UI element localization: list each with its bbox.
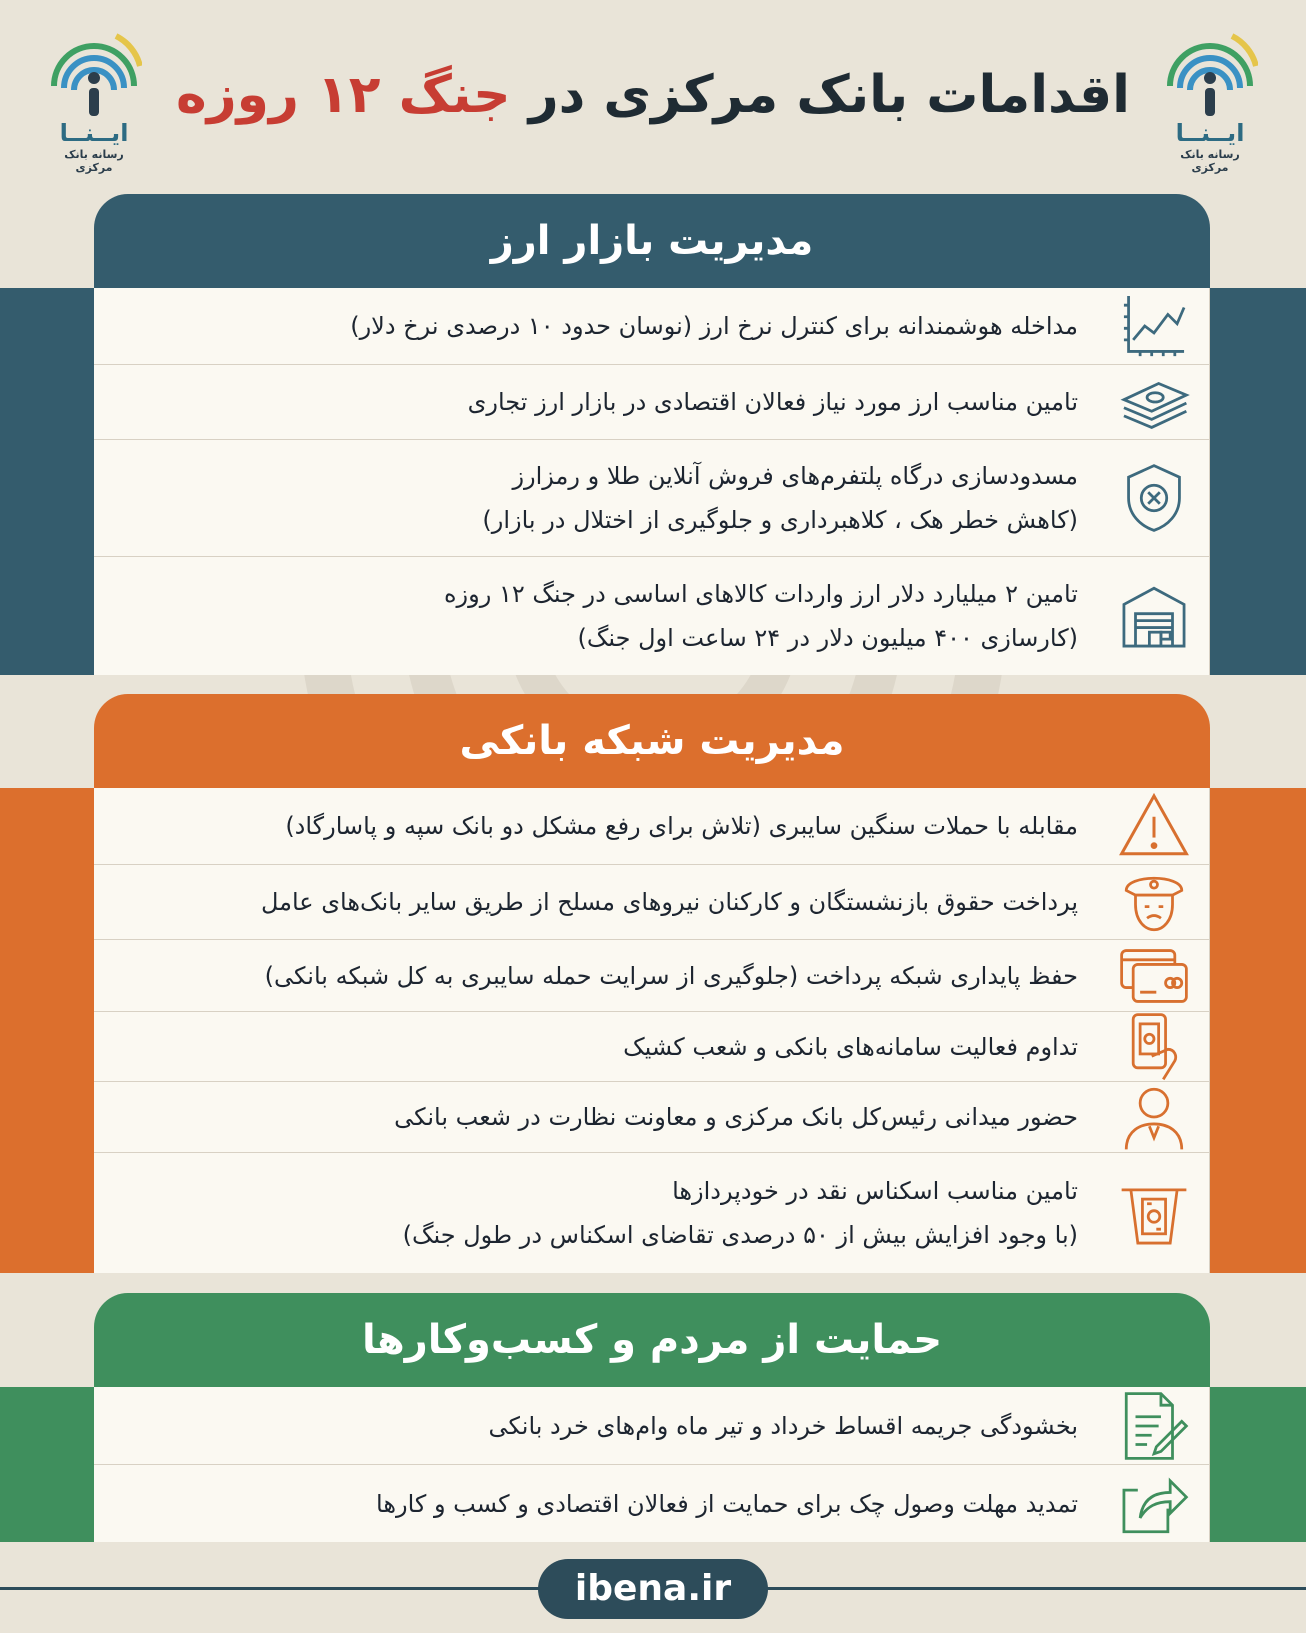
list-item [94,557,1210,675]
item-text: تامین مناسب اسکناس نقد در خودپردازها [672,1177,1078,1205]
atm-cash-icon [1117,1176,1191,1250]
title-highlight: جنگ ۱۲ روزه [176,65,511,125]
item-text: تامین ۲ میلیارد دلار ارز واردات کالاهای اساسی در جنگ ۱۲ روزه [443,580,1078,608]
item-text: بخشودگی جریمه اقساط خرداد و تیر ماه وام‌های خرد بانکی [488,1411,1078,1440]
item-text: حفظ پایداری شبکه پرداخت (جلوگیری از سرایت حمله سایبری به کل شبکه بانکی) [264,961,1078,990]
share-arrow-icon [1117,1467,1191,1541]
warning-icon [1117,789,1191,863]
shield-x-icon [1117,461,1191,535]
wifi-info-icon [46,26,142,122]
wifi-info-icon [1162,26,1258,122]
logo-wordmark: ایــنــا [1175,119,1245,147]
section-title: حمایت از مردم و کسب‌وکارها [361,1317,943,1363]
section-title: مدیریت شبکه بانکی [459,718,845,764]
warehouse-icon [1117,579,1191,653]
item-text: تداوم فعالیت سامانه‌های بانکی و شعب کشیک [623,1032,1078,1061]
item-text-note: (کارسازی ۴۰۰ میلیون دلار در ۲۴ ساعت اول جنگ) [577,624,1078,652]
list-item [94,865,1210,940]
list-item [94,365,1210,440]
logo-subtitle: رسانه بانک مرکزی [1180,148,1240,174]
list-item [94,1387,1210,1465]
ibena-logo-right [1160,26,1260,174]
footer-website-link[interactable]: ibena.ir [538,1559,768,1619]
list-item [94,1082,1210,1153]
chart-line-icon [1117,289,1191,363]
section-panel-banking [94,788,1210,1273]
section-title: مدیریت بازار ارز [490,218,814,264]
list-item [94,1012,1210,1082]
item-text-note: (کاهش خطر هک ، کلاهبرداری و جلوگیری از اختلال در بازار) [482,506,1078,534]
mobile-payment-icon [1117,1010,1191,1084]
ibena-logo-left [44,26,144,174]
page-title [150,60,1156,130]
list-item [94,940,1210,1012]
section-panel-currency [94,288,1210,675]
item-text: تامین مناسب ارز مورد نیاز فعالان اقتصادی در بازار ارز تجاری [467,388,1078,416]
list-item [94,288,1210,365]
item-text: تمدید مهلت وصول چک برای حمایت از فعالان اقتصادی و کسب و کارها [376,1489,1078,1518]
list-item [94,788,1210,865]
title-main: اقدامات بانک مرکزی در [528,65,1130,125]
item-text: مقابله با حملات سنگین سایبری (تلاش برای رفع مشکل دو بانک سپه و پاسارگاد) [285,812,1078,840]
section-header-currency [94,194,1210,288]
item-text: پرداخت حقوق بازنشستگان و کارکنان نیروهای مسلح از طریق سایر بانک‌های عامل [260,888,1078,916]
list-item [94,440,1210,557]
section-header-support [94,1293,1210,1387]
item-text-note: (با وجود افزایش بیش از ۵۰ درصدی تقاضای اسکناس در طول جنگ) [402,1221,1078,1249]
item-text: مسدودسازی درگاه پلتفرم‌های فروش آنلاین طلا و رمزارز [512,462,1078,490]
section-header-banking [94,694,1210,788]
item-text: حضور میدانی رئیس‌کل بانک مرکزی و معاونت نظارت در شعب بانکی [394,1103,1078,1131]
list-item [94,1465,1210,1542]
logo-subtitle: رسانه بانک مرکزی [64,148,124,174]
section-panel-support [94,1387,1210,1542]
military-officer-icon [1117,865,1191,939]
person-icon [1117,1080,1191,1154]
logo-wordmark: ایــنــا [59,119,129,147]
document-edit-icon [1117,1389,1191,1463]
item-text: مداخله هوشمندانه برای کنترل نرخ ارز (نوسان حدود ۱۰ درصدی نرخ دلار) [350,312,1078,340]
credit-card-icon [1117,939,1191,1013]
list-item [94,1153,1210,1273]
money-stack-icon [1117,365,1191,439]
